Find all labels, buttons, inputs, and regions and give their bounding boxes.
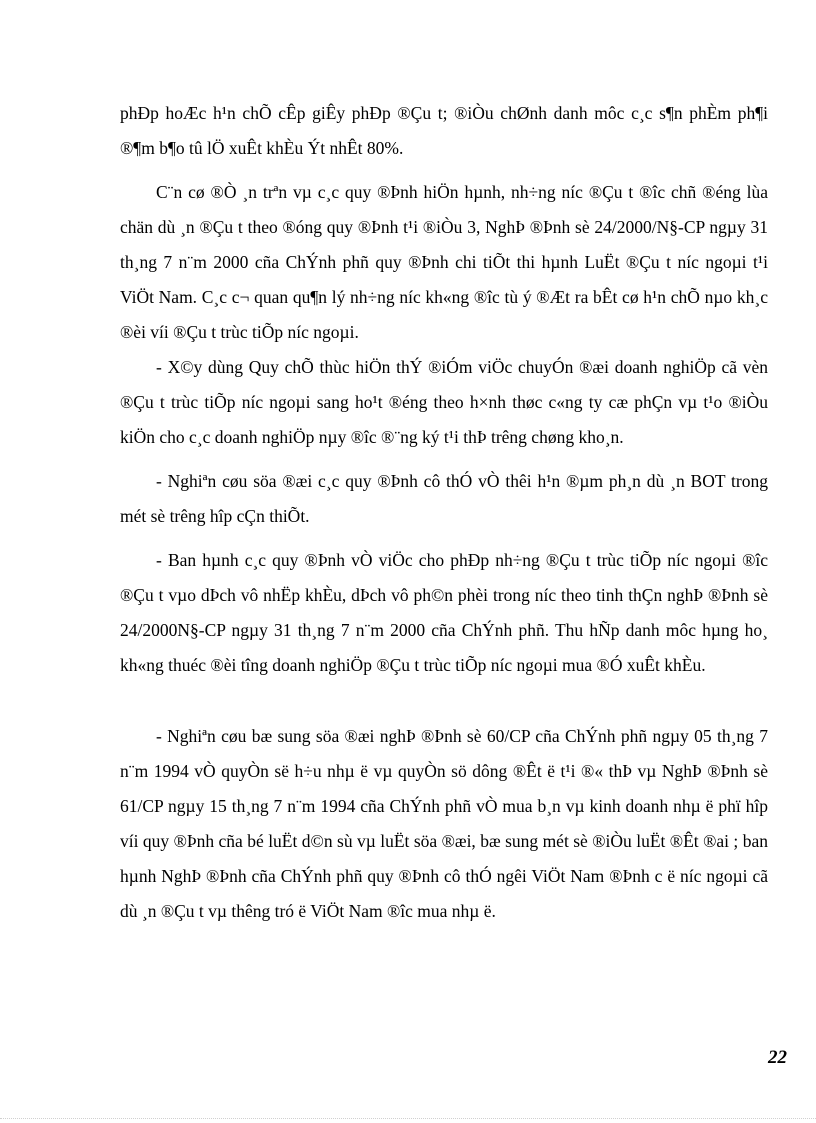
paragraph-continuation: phÐp hoÆc h¹n chÕ cÊp giÊy phÐp ®Çu t; ®iÒu chØnh danh môc c¸c s¶n phÈm ph¶i ®¶m b¶o tû lÖ xuÊt khÈu Ýt nhÊt 80%. xyxy=(120,103,768,158)
page-bottom-divider xyxy=(0,1118,816,1119)
paragraph-import-distribution: - Ban hµnh c¸c quy ®Þnh vÒ viÖc cho phÐp nh÷ng ®Çu t trùc tiÕp níc ngoµi ®îc ®Çu t vµo dÞch vô nhËp khÈu, dÞch vô ph©n phèi trong níc theo tinh thÇn nghÞ ®Þnh sè 24/2000N§-CP ngµy 31 th¸ng 7 n¨m 2000 cña ChÝnh phñ. Thu hÑp danh môc hµng ho¸ kh«ng thuéc ®èi tîng doanh nghiÖp ®Çu t trùc tiÕp níc ngoµi mua ®Ó xuÊt khÈu. xyxy=(120,550,768,675)
paragraph-equitization-pilot: - X©y dùng Quy chÕ thùc hiÖn thÝ ®iÓm viÖc chuyÓn ®æi doanh nghiÖp cã vèn ®Çu t trùc tiÕp níc ngoµi sang ho¹t ®éng theo h×nh thøc c«ng ty cæ phÇn vµ t¹o ®iÒu kiÖn cho c¸c doanh nghiÖp nµy ®îc ®¨ng ký t¹i thÞ trêng chøng kho¸n. xyxy=(120,357,768,447)
paragraph-bot-negotiation: - Nghiªn cøu söa ®æi c¸c quy ®Þnh cô thÓ vÒ thêi h¹n ®µm ph¸n dù ¸n BOT trong mét sè trêng hîp cÇn thiÕt. xyxy=(120,471,768,526)
page-number: 22 xyxy=(768,1047,787,1068)
paragraph-housing-decree: - Nghiªn cøu bæ sung söa ®æi nghÞ ®Þnh sè 60/CP cña ChÝnh phñ ngµy 05 th¸ng 7 n¨m 1994 vÒ quyÒn së h÷u nhµ ë vµ quyÒn sö dông ®Êt ë t¹i ®« thÞ vµ NghÞ ®Þnh sè 61/CP ngµy 15 th¸ng 7 n¨m 1994 cña ChÝnh phñ vÒ mua b¸n vµ kinh doanh nhµ ë phï hîp víi quy ®Þnh cña bé luËt d©n sù vµ luËt söa ®æi, bæ sung mét sè ®iÒu luËt ®Êt ®ai ; ban hµnh NghÞ ®Þnh cña ChÝnh phñ quy ®Þnh cô thÓ ngêi ViÖt Nam ®Þnh c ë níc ngoµi cã dù ¸n ®Çu t vµ thêng tró ë ViÖt Nam ®îc mua nhµ ë. xyxy=(120,726,768,921)
paragraph-investment-basis: C¨n cø ®Ò ¸n trªn vµ c¸c quy ®Þnh hiÖn hµnh, nh÷ng níc ®Çu t ®îc chñ ®éng lùa chän dù ¸n ®Çu t theo ®óng quy ®Þnh t¹i ®iÒu 3, NghÞ ®Þnh sè 24/2000/N§-CP ngµy 31 th¸ng 7 n¨m 2000 cña ChÝnh phñ quy ®Þnh chi tiÕt thi hµnh LuËt ®Çu t níc ngoµi t¹i ViÖt Nam. C¸c c¬ quan qu¶n lý nh÷ng níc kh«ng ®îc tù ý ®Æt ra bÊt cø h¹n chÕ nµo kh¸c ®èi víi ®Çu t trùc tiÕp níc ngoµi. xyxy=(120,182,768,342)
